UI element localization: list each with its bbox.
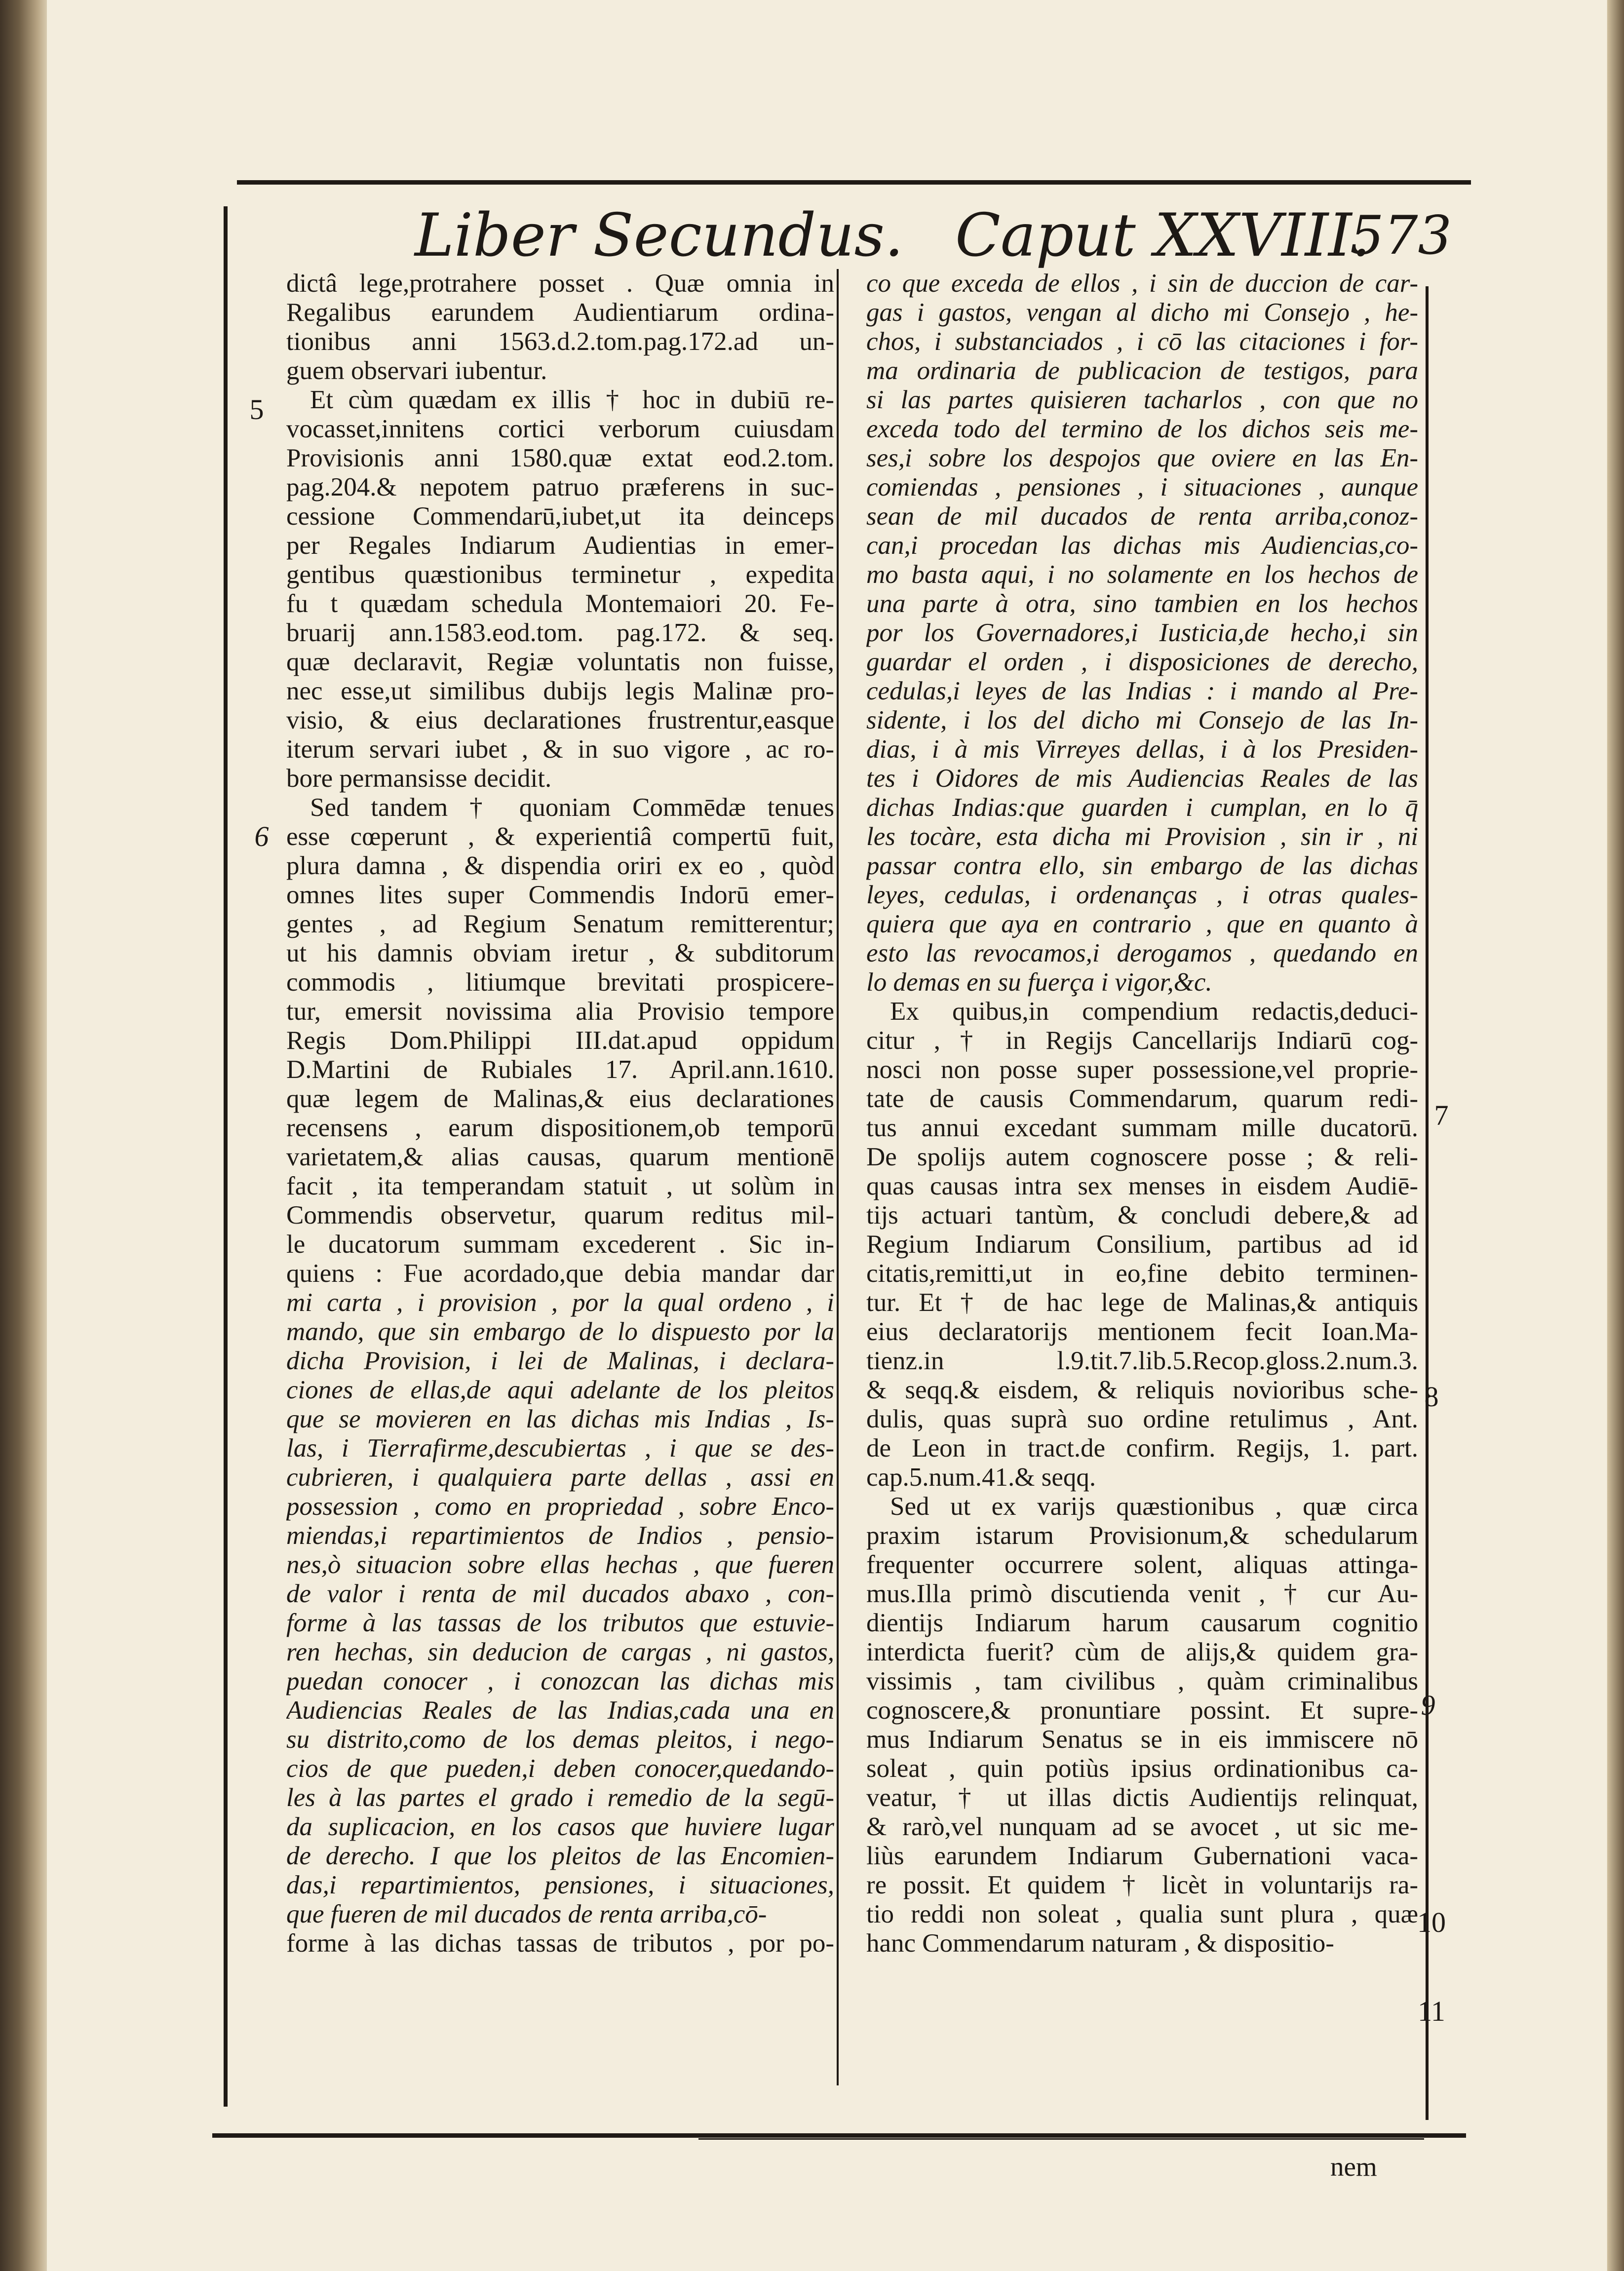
text-line: facit , ita temperandam statuit , ut solùm in (286, 1172, 834, 1200)
margin-number: 6 (254, 820, 269, 852)
text-line: tur. Et † de hac lege de Malinas,& antiquis (866, 1288, 1418, 1317)
margin-number: 10 (1417, 1906, 1446, 1938)
top-rule (237, 180, 1471, 185)
text-line: dictâ lege,protrahere posset . Quæ omnia in (286, 269, 834, 298)
text-line: por los Governadores,i Iusticia,de hecho,i sin (866, 618, 1418, 647)
text-line: Sed ut ex varijs quæstionibus , quæ circa (890, 1492, 1418, 1521)
text-line: dulis, quas suprà suo ordine retulimus , Ant. (866, 1405, 1418, 1433)
text-line: gentes , ad Regium Senatum remitterentur; (286, 910, 834, 938)
text-line: Provisionis anni 1580.quæ extat eod.2.tom. (286, 444, 834, 472)
text-line: cessione Commendarū,iubet,ut ita deinceps (286, 502, 834, 531)
text-line: quæ legem de Malinas,& eius declarationes (286, 1084, 834, 1113)
text-line: ma ordinaria de publicacion de testigos, para (866, 356, 1418, 385)
text-line: Et cùm quædam ex illis † hoc in dubiū re- (310, 385, 834, 414)
text-line: tes i Oidores de mis Audiencias Reales de las (866, 764, 1418, 793)
text-line: dientijs Indiarum harum causarum cognitio (866, 1609, 1418, 1637)
text-line: una parte à otra, sino tambien en los hechos (866, 589, 1418, 618)
text-line: tio reddi non soleat , qualia sunt plura , quæ (866, 1900, 1418, 1928)
text-line: vissimis , tam civilibus , quàm criminalibus (866, 1667, 1418, 1695)
text-line: quæ declaravit, Regiæ voluntatis non fuisse, (286, 648, 834, 676)
text-line: nosci non posse super possessione,vel proprie- (866, 1055, 1418, 1084)
text-line: tienz.in l.9.tit.7.lib.5.Recop.gloss.2.num.3. (866, 1347, 1418, 1375)
text-line: commodis , litiumque brevitati prospicere- (286, 968, 834, 997)
text-line: varietatem,& alias causas, quarum mentionē (286, 1143, 834, 1171)
text-line: gentibus quæstionibus terminetur , expedita (286, 560, 834, 589)
text-line: nes,ò situacion sobre ellas hechas , que fueren (286, 1550, 834, 1579)
text-line: ren hechas, sin deducion de cargas , ni gastos, (286, 1638, 834, 1666)
text-line: per Regales Indiarum Audientias in emer- (286, 531, 834, 560)
text-line: las, i Tierrafirme,descubiertas , i que se des- (286, 1434, 834, 1463)
book-gutter (0, 0, 47, 2271)
text-line: cios de que pueden,i deben conocer,quedando- (286, 1754, 834, 1783)
book-page (47, 0, 1607, 2271)
text-line: can,i procedan las dichas mis Audiencias,co- (866, 531, 1418, 560)
text-line: ses,i sobre los despojos que oviere en las En- (866, 444, 1418, 472)
text-line: Commendis observetur, quarum reditus mil- (286, 1201, 834, 1230)
column-divider-rule (837, 269, 839, 2085)
text-line: Regium Indiarum Consilium, partibus ad id (866, 1230, 1418, 1259)
text-line: dicha Provision, i lei de Malinas, i declara- (286, 1347, 834, 1375)
text-line: Audiencias Reales de las Indias,cada una en (286, 1696, 834, 1725)
text-line: omnes lites super Commendis Indorū emer- (286, 881, 834, 909)
text-line: sean de mil ducados de renta arriba,conoz- (866, 502, 1418, 531)
text-line: chos, i substanciados , i cō las citaciones i for- (866, 327, 1418, 356)
text-line: soleat , quin potiùs ipsius ordinationibus ca- (866, 1754, 1418, 1783)
text-line: dichas Indias:que guarden i cumplan, en lo q̄ (866, 793, 1418, 822)
text-line: leyes, cedulas, i ordenanças , i otras quales- (866, 881, 1418, 909)
text-line: iterum servari iubet , & in suo vigore , ac ro- (286, 735, 834, 764)
text-line: mando, que sin embargo de lo dispuesto por la (286, 1317, 834, 1346)
text-line: re possit. Et quidem † licèt in voluntarijs ra- (866, 1871, 1418, 1899)
text-line: & seqq.& eisdem, & reliquis novioribus sche- (866, 1376, 1418, 1404)
text-line: quiera que aya en contrario , que en quanto à (866, 910, 1418, 938)
folio-number: 573 (1350, 205, 1452, 267)
page-edge (1607, 0, 1624, 2271)
text-line: fu t quædam schedula Montemaiori 20. Fe- (286, 589, 834, 618)
text-line: tur, emersit novissima alia Provisio tempore (286, 997, 834, 1026)
text-line: citur , † in Regijs Cancellarijs Indiarū cog- (866, 1026, 1418, 1055)
text-line: pag.204.& nepotem patruo præferens in suc- (286, 473, 834, 501)
text-line: passar contra ello, sin embargo de las dichas (866, 851, 1418, 880)
text-line: tijs actuari tantùm, & concludi debere,& ad (866, 1201, 1418, 1230)
bottom-rule (212, 2133, 1466, 2138)
text-line: vocasset,innitens cortici verborum cuiusdam (286, 415, 834, 443)
bottom-rule-secondary (698, 2138, 1424, 2140)
text-line: possession , como en propriedad , sobre Enco- (286, 1492, 834, 1521)
text-line: & rarò,vel nunquam ad se avocet , ut sic me- (866, 1812, 1418, 1841)
text-line: les à las partes el grado i remedio de la segū- (286, 1783, 834, 1812)
text-line: esto las revocamos,i derogamos , quedando en (866, 939, 1418, 967)
text-line: guardar el orden , i disposiciones de derecho, (866, 648, 1418, 676)
text-line: esse cœperunt , & experientiâ compertū fuit, (286, 822, 834, 851)
text-line: hanc Commendarum naturam , & dispositio- (866, 1929, 1334, 1958)
text-line: bore permansisse decidit. (286, 764, 552, 793)
text-line: su distrito,como de los demas pleitos, i nego- (286, 1725, 834, 1754)
text-line: recensens , earum dispositionem,ob temporū (286, 1114, 834, 1142)
text-line: Ex quibus,in compendium redactis,deduci- (890, 997, 1418, 1026)
text-line: nec esse,ut similibus dubijs legis Malinæ pro- (286, 677, 834, 705)
text-line: comiendas , pensiones , i situaciones , aunque (866, 473, 1418, 501)
text-line: exceda todo del termino de los dichos seis me- (866, 415, 1418, 443)
left-text-column (286, 269, 834, 2090)
text-line: Regalibus earundem Audientiarum ordina- (286, 298, 834, 327)
text-line: cedulas,i leyes de las Indias : i mando al Pre- (866, 677, 1418, 705)
text-line: si las partes quisieren tacharlos , con que no (866, 385, 1418, 414)
catchword: nem (1330, 2152, 1377, 2182)
text-line: cubrieren, i qualquiera parte dellas , assi en (286, 1463, 834, 1492)
text-line: tionibus anni 1563.d.2.tom.pag.172.ad un- (286, 327, 834, 356)
text-line: plura damna , & dispendia oriri ex eo , quòd (286, 851, 834, 880)
text-line: lo demas en su fuerça i vigor,&c. (866, 968, 1212, 997)
text-line: citatis,remitti,ut in eo,fine debito terminen- (866, 1259, 1418, 1288)
text-line: tate de causis Commendarum, quarum redi- (866, 1084, 1418, 1113)
text-line: D.Martini de Rubiales 17. April.ann.1610. (286, 1055, 834, 1084)
text-line: guem observari iubentur. (286, 356, 547, 385)
text-line: visio, & eius declarationes frustrentur,easque (286, 706, 834, 734)
margin-number: 5 (249, 393, 264, 425)
text-line: ciones de ellas,de aqui adelante de los pleitos (286, 1376, 834, 1404)
text-line: liùs earundem Indiarum Gubernationi vaca- (866, 1842, 1418, 1870)
text-line: que se movieren en las dichas mis Indias , Is- (286, 1405, 834, 1433)
text-line: mo basta aqui, i no solamente en los hechos de (866, 560, 1418, 589)
text-line: que fueren de mil ducados de renta arriba,cō- (286, 1900, 767, 1928)
text-line: de valor i renta de mil ducados abaxo , con- (286, 1579, 834, 1608)
text-line: de derecho. I que los pleitos de las Encomien- (286, 1842, 834, 1870)
text-line: sidente, i los del dicho mi Consejo de las In- (866, 706, 1418, 734)
text-line: mus.Illa primò discutienda venit , † cur Au- (866, 1579, 1418, 1608)
running-title: Liber Secundus. (415, 201, 904, 270)
right-text-column (866, 269, 1418, 2090)
text-line: ut his damnis obviam iretur , & subditorum (286, 939, 834, 967)
text-line: miendas,i repartimientos de Indios , pensio- (286, 1521, 834, 1550)
text-line: co que exceda de ellos , i sin de duccion de car- (866, 269, 1418, 298)
text-line: dias, i à mis Virreyes dellas, i à los Presiden- (866, 735, 1418, 764)
text-line: mus Indiarum Senatus se in eis immiscere nō (866, 1725, 1418, 1754)
text-line: les tocàre, esta dicha mi Provision , sin ir , ni (866, 822, 1418, 851)
text-line: das,i repartimientos, pensiones, i situaciones, (286, 1871, 834, 1899)
text-line: bruarij ann.1583.eod.tom. pag.172. & seq. (286, 618, 834, 647)
text-line: forme à las tassas de los tributos que estuvie- (286, 1609, 834, 1637)
text-line: puedan conocer , i conozcan las dichas mis (286, 1667, 834, 1695)
text-line: eius declaratorijs mentionem fecit Ioan.Ma- (866, 1317, 1418, 1346)
margin-number: 8 (1424, 1381, 1439, 1413)
text-line: Regis Dom.Philippi III.dat.apud oppidum (286, 1026, 834, 1055)
chapter-title: Caput XXVIII. (955, 201, 1371, 270)
text-line: mi carta , i provision , por la qual ordeno , i (286, 1288, 834, 1317)
text-line: cognoscere,& pronuntiare possint. Et supre- (866, 1696, 1418, 1725)
text-line: frequenter occurrere solent, aliquas attinga- (866, 1550, 1418, 1579)
text-line: gas i gastos, vengan al dicho mi Consejo , he- (866, 298, 1418, 327)
text-line: de Leon in tract.de confirm. Regijs, 1. part. (866, 1434, 1418, 1463)
text-line: tus annui excedant summam mille ducatorū. (866, 1114, 1418, 1142)
text-line: da suplicacion, en los casos que huviere lugar (286, 1812, 834, 1841)
text-line: forme à las dichas tassas de tributos , por po- (286, 1929, 834, 1958)
left-frame-rule (224, 206, 228, 2107)
margin-number: 7 (1434, 1099, 1449, 1131)
text-line: praxim istarum Provisionum,& schedularum (866, 1521, 1418, 1550)
margin-number: 11 (1418, 1995, 1445, 2027)
margin-number: 9 (1421, 1689, 1435, 1721)
text-line: quiens : Fue acordado,que debia mandar dar (286, 1259, 834, 1288)
text-line: De spolijs autem cognoscere posse ; & reli- (866, 1143, 1418, 1171)
text-line: Sed tandem † quoniam Commēdæ tenues (310, 793, 834, 822)
text-line: le ducatorum summam excederent . Sic in- (286, 1230, 834, 1259)
right-frame-rule (1426, 286, 1429, 2120)
text-line: interdicta fuerit? cùm de alijs,& quidem gra- (866, 1638, 1418, 1666)
text-line: cap.5.num.41.& seqq. (866, 1463, 1096, 1492)
text-line: quas causas intra sex menses in eisdem Audiē- (866, 1172, 1418, 1200)
text-line: veatur, † ut illas dictis Audientijs relinquat, (866, 1783, 1418, 1812)
